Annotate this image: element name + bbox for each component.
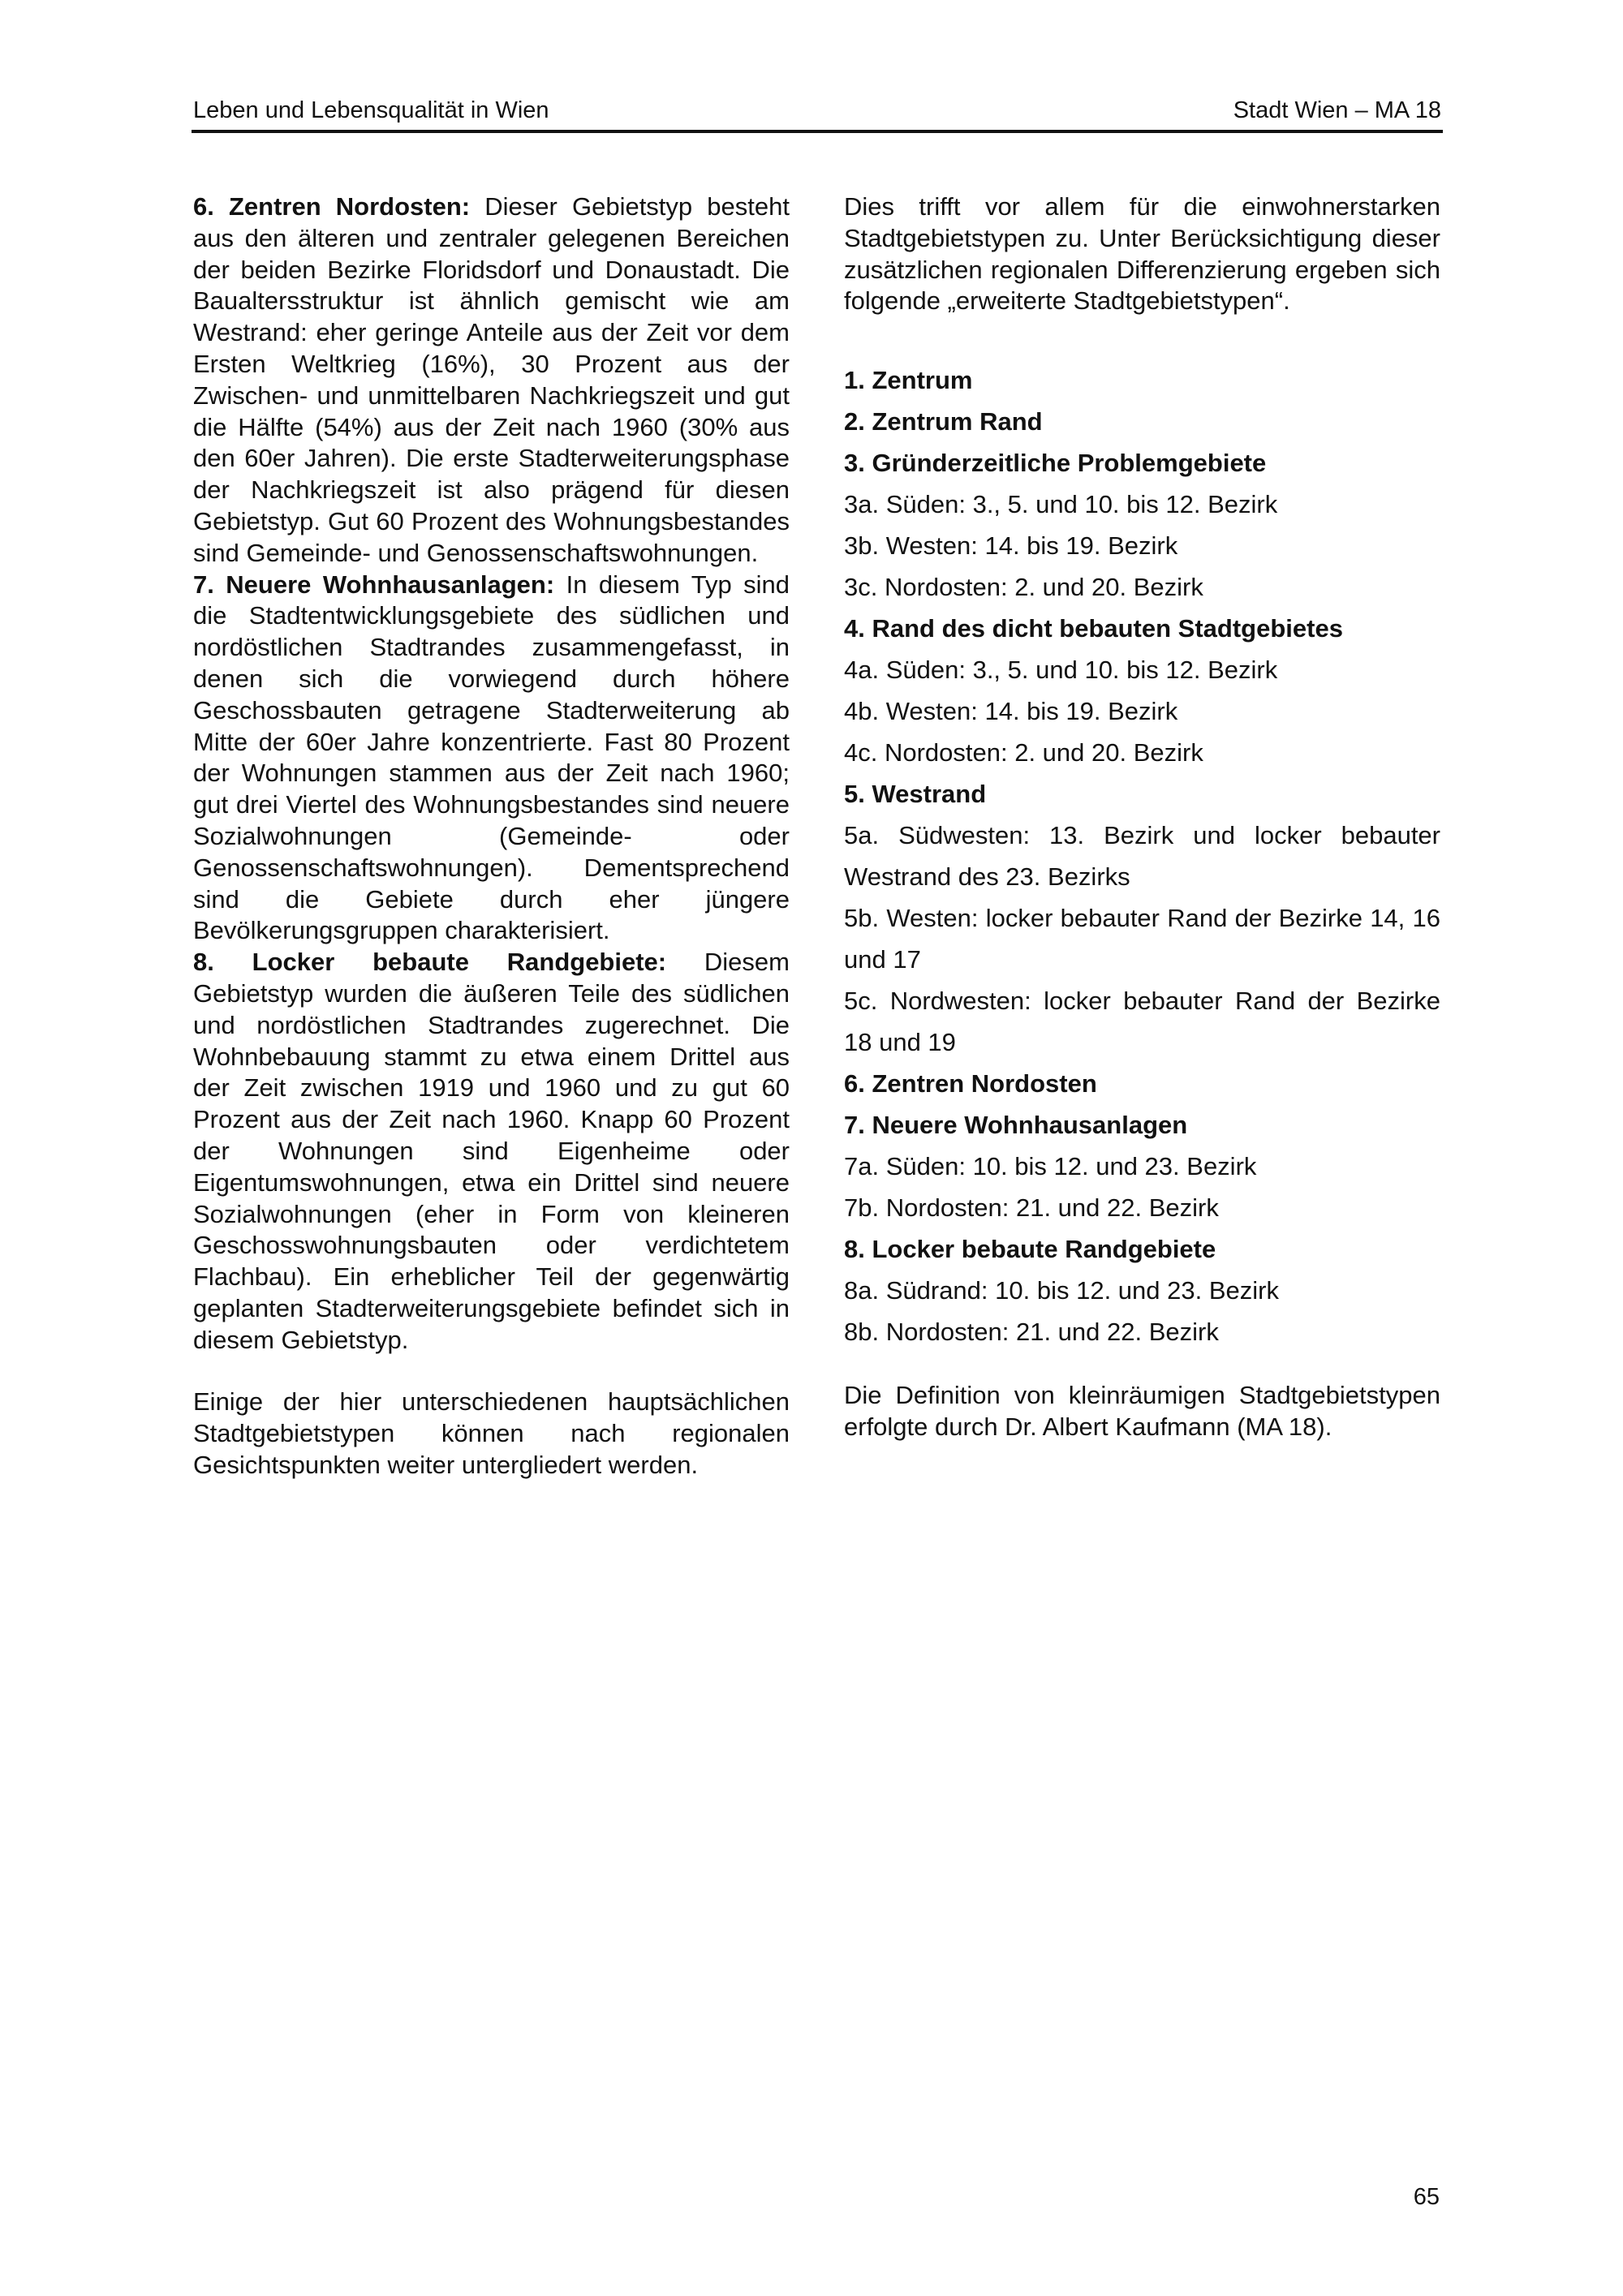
paragraph-title: 7. Neuere Wohnhausanlagen:	[193, 570, 555, 599]
list-item: 3. Gründerzeitliche Problemgebiete	[844, 449, 1267, 478]
header-title: Leben und Lebensqualität in Wien	[193, 97, 549, 123]
list-item: 6. Zentren Nordosten	[844, 1069, 1097, 1099]
paragraph-intro: Dies trifft vor allem für die einwohnerstarken Stadtgebietstypen zu. Unter Berücksichtigung dieser zusätzlichen regionalen Differenzierung ergeben sich folgende „erweiterte Stadtgebietstypen“.	[844, 192, 1440, 316]
paragraph-definition: Die Definition von kleinräumigen Stadtgebietstypen erfolgte durch Dr. Albert Kaufmann (MA 18).	[844, 1381, 1440, 1441]
list-item: 5c. Nordwesten: locker bebauter Rand der Bezirke 18 und 19	[844, 987, 1440, 1057]
paragraph-neuere-wohnhausanlagen	[193, 570, 790, 948]
list-item: 1. Zentrum	[844, 366, 973, 395]
stadtgebietstypen-list	[844, 359, 1440, 1352]
page-header	[192, 94, 1443, 133]
paragraph-text: In diesem Typ sind die Stadtentwicklungsgebiete des südlichen und nordöstlichen Stadtrandes zusammengefasst, in denen sich die vorwiegend durch höhere Geschossbauten getragene Stadterweiterung ab Mitte der 60er Jahre konzentrierte. Fast 80 Prozent der Wohnungen stammen aus der Zeit nach 1960; gut drei Viertel des Wohnungsbestandes sind neuere Sozialwohnungen (Gemeinde- oder Genossenschaftswohnungen). Dementsprechend sind die Gebiete durch eher jüngere Bevölkerungsgruppen charakterisiert.	[193, 570, 790, 945]
list-item: 7. Neuere Wohnhausanlagen	[844, 1111, 1188, 1140]
list-item: 2. Zentrum Rand	[844, 407, 1043, 436]
list-item: 4. Rand des dicht bebauten Stadtgebietes	[844, 614, 1343, 643]
list-item: 4a. Süden: 3., 5. und 10. bis 12. Bezirk	[844, 656, 1278, 685]
list-item: 3b. Westen: 14. bis 19. Bezirk	[844, 531, 1178, 561]
paragraph-title: 6. Zentren Nordosten:	[193, 192, 471, 221]
paragraph-closing: Einige der hier unterschiedenen hauptsächlichen Stadtgebietstypen können nach regionalen Gesichtspunkten weiter untergliedert werden.	[193, 1387, 790, 1480]
list-item: 3a. Süden: 3., 5. und 10. bis 12. Bezirk	[844, 490, 1278, 519]
paragraph-text: Diesem Gebietstyp wurden die äußeren Teile des südlichen und nordöstlichen Stadtrandes zugerechnet. Die Wohnbebauung stammt zu etwa einem Drittel aus der Zeit zwischen 1919 und 1960 und zu gut 60 Prozent aus der Zeit nach 1960. Knapp 60 Prozent der Wohnungen sind Eigenheime oder Eigentumswohnungen, etwa ein Drittel sind neuere Sozialwohnungen (eher in Form von kleineren Geschosswohnungsbauten oder verdichtetem Flachbau). Ein erheblicher Teil der gegenwärtig geplanten Stadterweiterungsgebiete befindet sich in diesem Gebietstyp.	[193, 948, 790, 1354]
list-item: 4b. Westen: 14. bis 19. Bezirk	[844, 697, 1178, 726]
list-item: 7b. Nordosten: 21. und 22. Bezirk	[844, 1193, 1219, 1223]
right-column	[844, 191, 1440, 1443]
list-item: 8b. Nordosten: 21. und 22. Bezirk	[844, 1318, 1219, 1347]
paragraph-zentren-nordosten	[193, 191, 790, 570]
list-item: 8a. Südrand: 10. bis 12. und 23. Bezirk	[844, 1276, 1279, 1305]
paragraph-text: Dieser Gebietstyp besteht aus den älteren und zentraler gelegenen Bereichen der beiden Bezirke Floridsdorf und Donaustadt. Die Baualtersstruktur ist ähnlich gemischt wie am Westrand: eher geringe Anteile aus der Zeit vor dem Ersten Weltkrieg (16%), 30 Prozent aus der Zwischen- und unmittelbaren Nachkriegszeit und gut die Hälfte (54%) aus der Zeit nach 1960 (30% aus den 60er Jahren). Die erste Stadterweiterungsphase der Nachkriegszeit ist also prägend für diesen Gebietstyp. Gut 60 Prozent des Wohnungsbestandes sind Gemeinde- und Genossenschaftswohnungen.	[193, 192, 790, 567]
list-item: 5a. Südwesten: 13. Bezirk und locker bebauter Westrand des 23. Bezirks	[844, 821, 1440, 892]
left-column	[193, 191, 790, 1481]
header-publisher: Stadt Wien – MA 18	[1233, 97, 1441, 123]
list-item: 5. Westrand	[844, 780, 987, 809]
list-item: 4c. Nordosten: 2. und 20. Bezirk	[844, 738, 1203, 767]
list-item: 3c. Nordosten: 2. und 20. Bezirk	[844, 573, 1203, 602]
list-item: 8. Locker bebaute Randgebiete	[844, 1235, 1216, 1264]
list-item: 5b. Westen: locker bebauter Rand der Bezirke 14, 16 und 17	[844, 904, 1440, 974]
page-number: 65	[1413, 2184, 1440, 2210]
paragraph-title: 8. Locker bebaute Randgebiete:	[193, 948, 667, 977]
paragraph-locker-bebaute-randgebiete	[193, 947, 790, 1356]
list-item: 7a. Süden: 10. bis 12. und 23. Bezirk	[844, 1152, 1257, 1181]
